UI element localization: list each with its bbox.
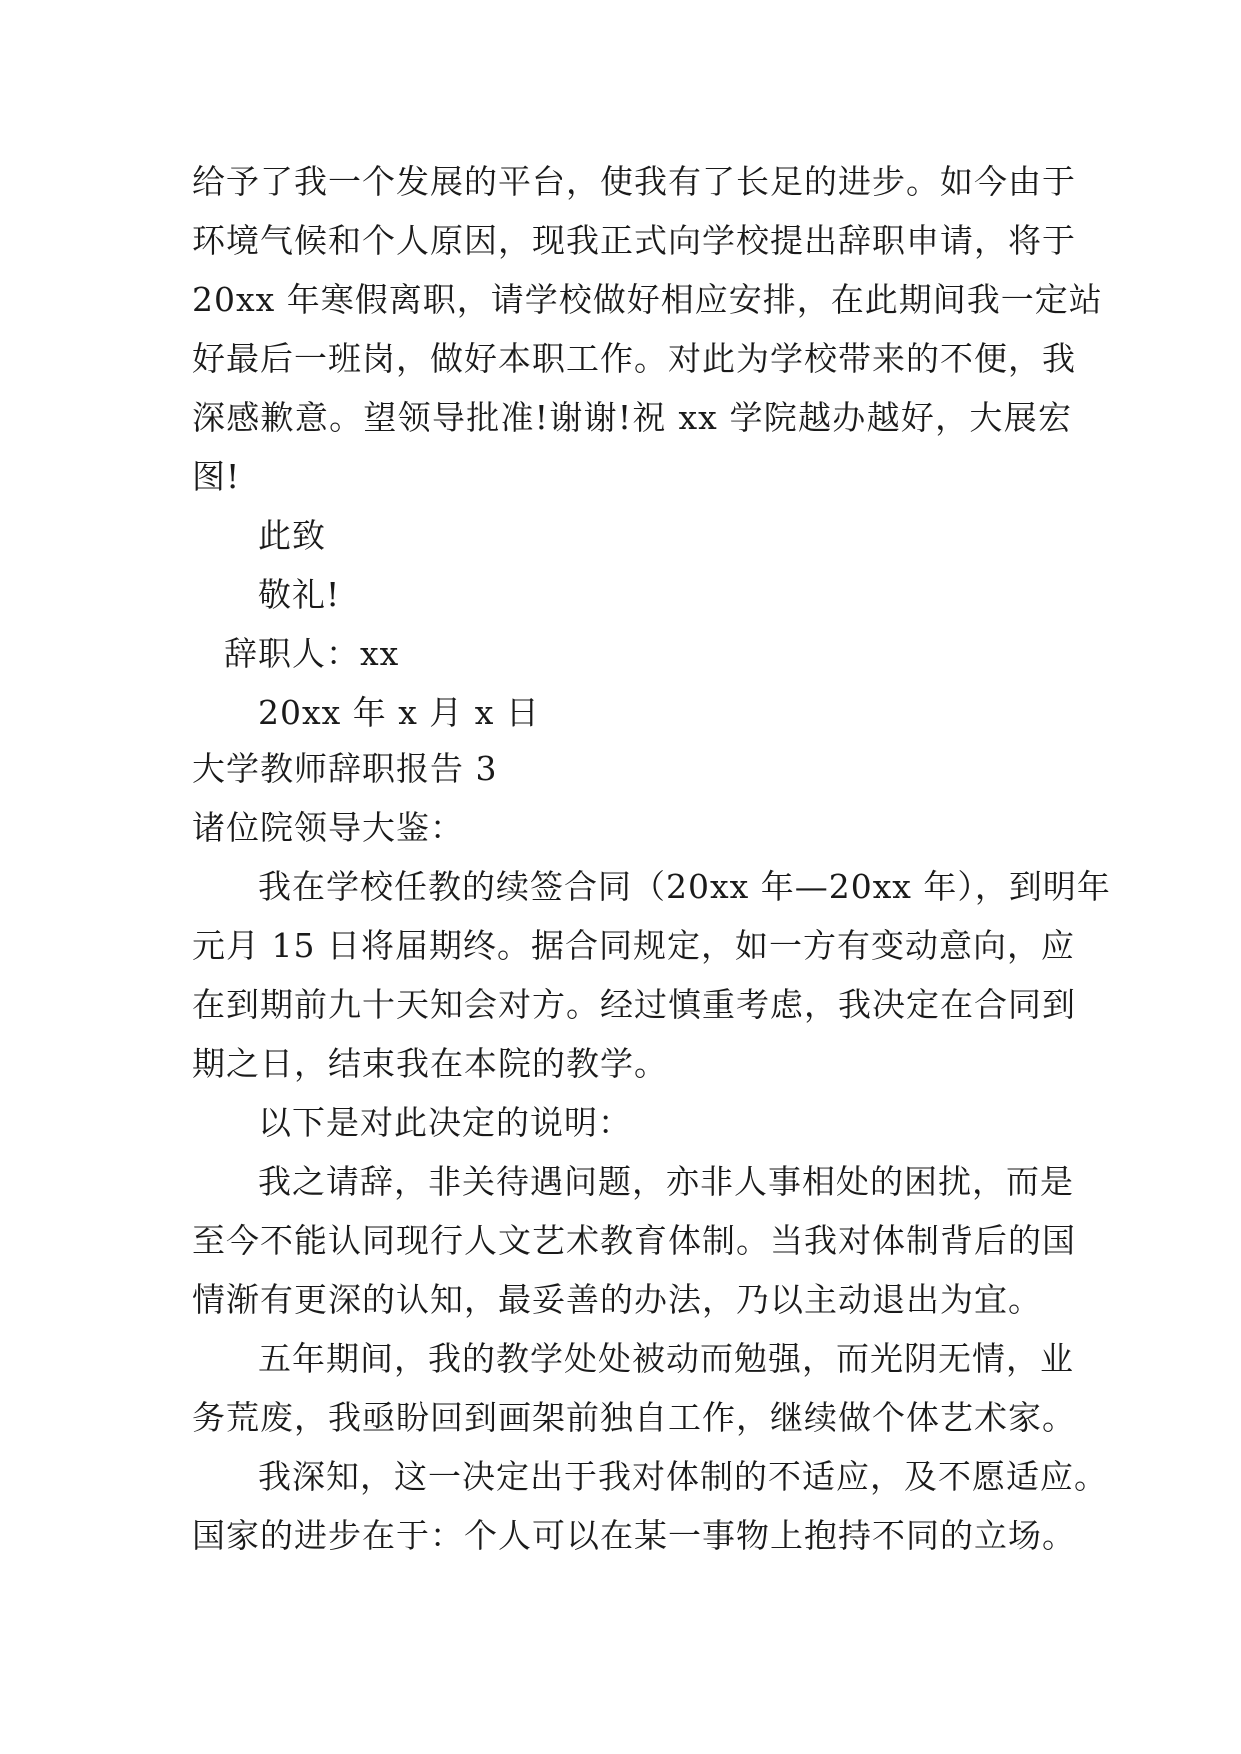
paragraph-line: 期之日，结束我在本院的教学。 [192, 1044, 668, 1083]
salutation-line: 此致 [258, 516, 326, 555]
paragraph-line: 图! [192, 457, 241, 496]
paragraph-line: 情渐有更深的认知，最妥善的办法，乃以主动退出为宜。 [192, 1280, 1042, 1319]
section-title: 大学教师辞职报告 3 [192, 749, 498, 788]
paragraph-line: 20xx 年寒假离职，请学校做好相应安排，在此期间我一定站 [192, 280, 1103, 319]
paragraph-line: 元月 15 日将届期终。据合同规定，如一方有变动意向，应 [192, 926, 1075, 965]
paragraph-line: 我在学校任教的续签合同（20xx 年—20xx 年），到明年 [258, 867, 1111, 906]
paragraph-line: 给予了我一个发展的平台，使我有了长足的进步。如今由于 [192, 162, 1076, 201]
paragraph-line: 国家的进步在于：个人可以在某一事物上抱持不同的立场。 [192, 1516, 1076, 1555]
paragraph-line: 我深知，这一决定出于我对体制的不适应，及不愿适应。 [258, 1457, 1108, 1496]
paragraph-line: 五年期间，我的教学处处被动而勉强，而光阴无情，业 [258, 1339, 1074, 1378]
paragraph-line: 好最后一班岗，做好本职工作。对此为学校带来的不便，我 [192, 339, 1076, 378]
signature-name: 辞职人：xx [224, 634, 400, 673]
signature-date: 20xx 年 x 月 x 日 [258, 693, 540, 732]
paragraph-line: 以下是对此决定的说明： [258, 1103, 632, 1142]
paragraph-line: 深感歉意。望领导批准!谢谢!祝 xx 学院越办越好，大展宏 [192, 398, 1072, 437]
greeting-line: 诸位院领导大鉴： [192, 808, 464, 847]
salutation-line: 敬礼! [258, 575, 341, 614]
paragraph-line: 至今不能认同现行人文艺术教育体制。当我对体制背后的国 [192, 1221, 1076, 1260]
paragraph-line: 我之请辞，非关待遇问题，亦非人事相处的困扰，而是 [258, 1162, 1074, 1201]
paragraph-line: 在到期前九十天知会对方。经过慎重考虑，我决定在合同到 [192, 985, 1076, 1024]
paragraph-line: 环境气候和个人原因，现我正式向学校提出辞职申请，将于 [192, 221, 1076, 260]
paragraph-line: 务荒废，我亟盼回到画架前独自工作，继续做个体艺术家。 [192, 1398, 1076, 1437]
